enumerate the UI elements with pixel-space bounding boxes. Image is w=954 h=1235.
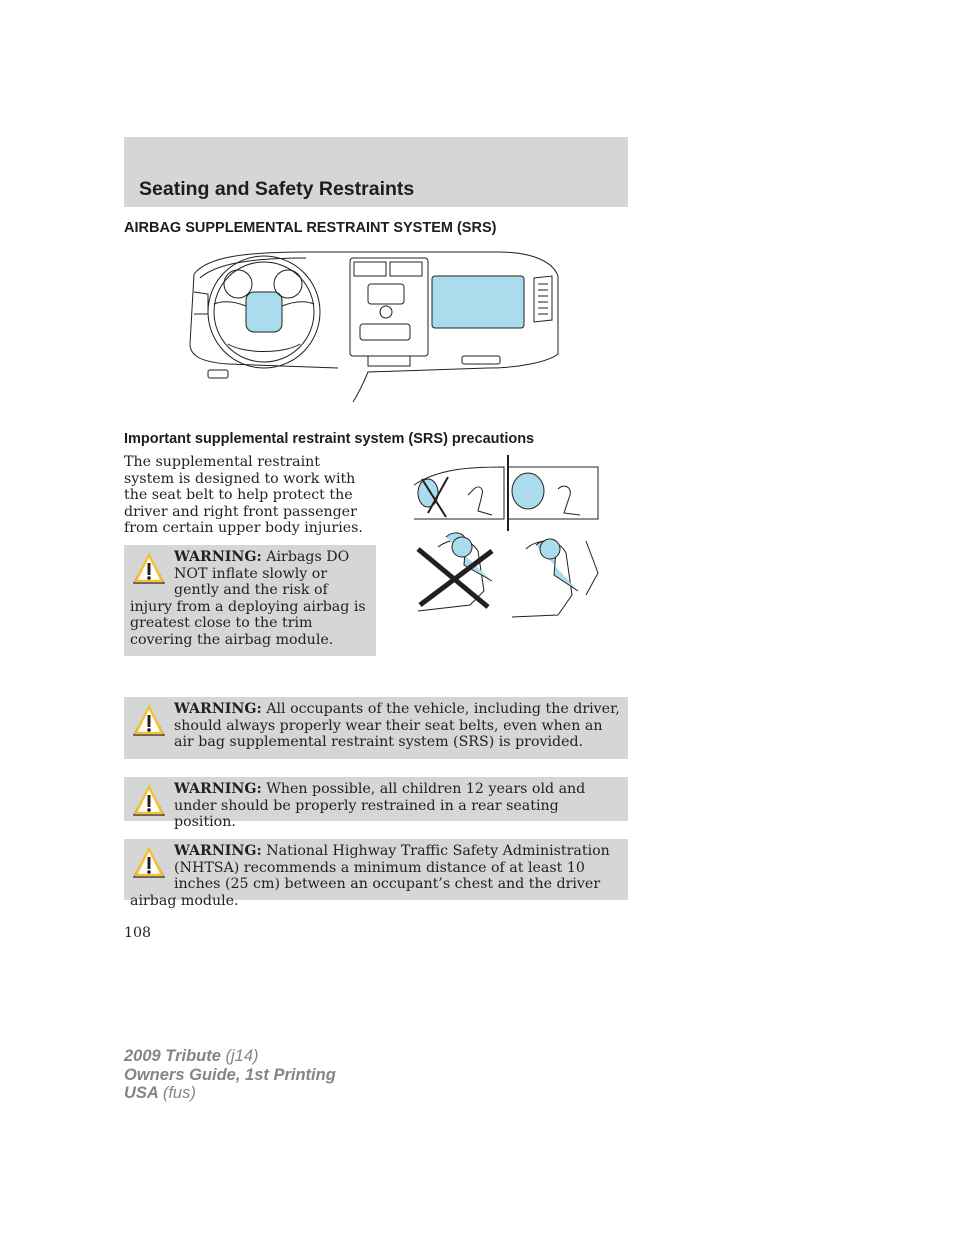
footer-market-code: (fus)	[162, 1084, 196, 1103]
warning-triangle-icon	[132, 704, 166, 738]
occupant-position-illustration	[408, 455, 602, 623]
precautions-body: The supplemental restraint system is designed to work with the seat belt to help protect the driver and right front passenger from certain upper body injuries.	[124, 454, 363, 537]
footer-model: 2009 Tribute	[124, 1047, 221, 1065]
warning-text: National Highway Traffic Safety Administration (NHTSA) recommends a minimum distance of at least 10 inches (25 cm) between an occupant’s chest and the driver airbag module.	[130, 843, 610, 909]
warning-label: WARNING:	[174, 781, 262, 797]
warning-box	[124, 545, 376, 656]
warning-label: WARNING:	[174, 701, 262, 717]
footer-model-code: (j14)	[225, 1047, 259, 1065]
section-heading: AIRBAG SUPPLEMENTAL RESTRAINT SYSTEM (SRS)	[124, 220, 497, 236]
section-header-band	[124, 137, 628, 207]
warning-box	[124, 839, 628, 909]
document-footer	[124, 1047, 336, 1103]
warning-label: WARNING:	[174, 843, 262, 859]
warning-triangle-icon	[132, 846, 166, 880]
footer-market: USA	[124, 1084, 159, 1103]
precautions-heading: Important supplemental restraint system (SRS) precautions	[124, 431, 535, 447]
warning-text: All occupants of the vehicle, including the driver, should always properly wear their seat belts, even when an air bag supplemental restraint system (SRS) is provided.	[174, 701, 620, 751]
warning-label: WARNING:	[174, 549, 262, 565]
warning-text: Airbags DO NOT inflate slowly or gently and the risk of injury from a deploying airbag is greatest close to the trim covering the airbag module.	[130, 549, 366, 648]
warning-box	[124, 777, 628, 831]
warning-triangle-icon	[132, 552, 166, 586]
page-title: Seating and Safety Restraints	[139, 178, 415, 200]
dashboard-airbag-illustration	[188, 244, 560, 404]
warning-box	[124, 697, 628, 759]
footer-guide: Owners Guide, 1st Printing	[124, 1065, 336, 1084]
page-number: 108	[124, 925, 152, 941]
warning-text: When possible, all children 12 years old and under should be properly restrained in a rear seating position.	[174, 781, 586, 831]
warning-triangle-icon	[132, 784, 166, 818]
